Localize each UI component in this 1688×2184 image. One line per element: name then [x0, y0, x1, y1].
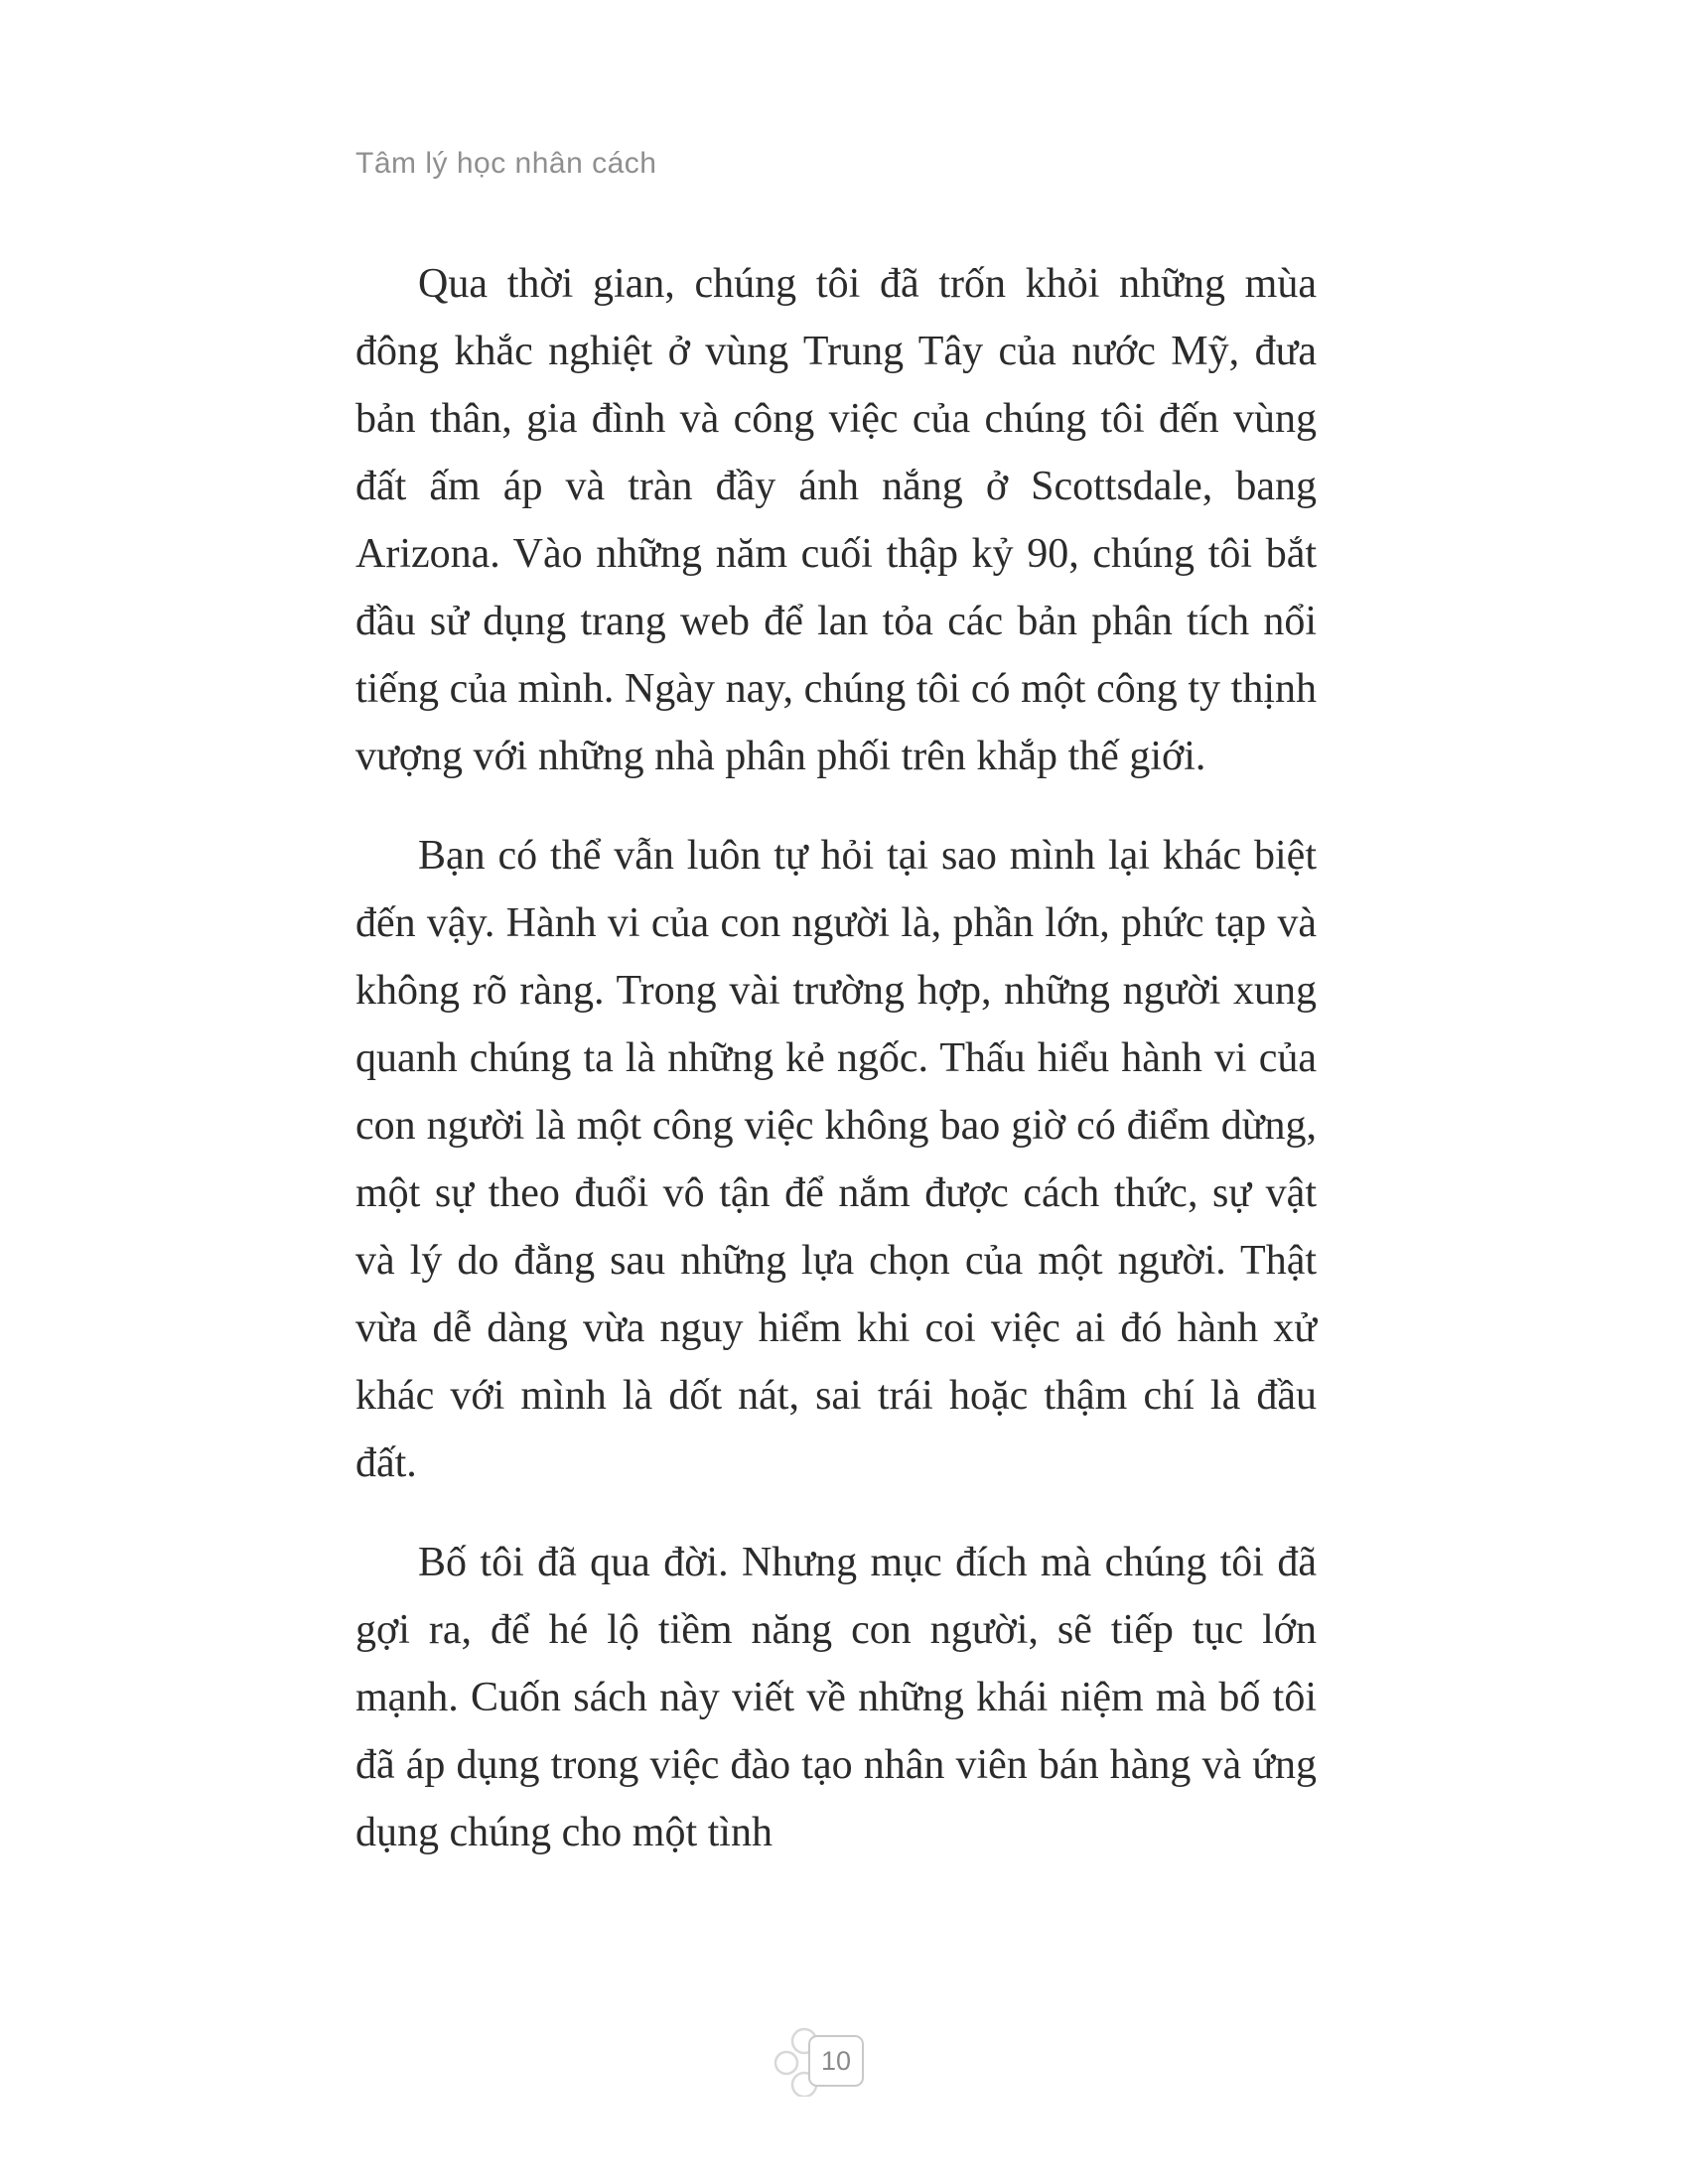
paragraph: Qua thời gian, chúng tôi đã trốn khỏi những mùa đông khắc nghiệt ở vùng Trung Tây của nước Mỹ, đưa bản thân, gia đình và công việc của chúng tôi đến vùng đất ấm áp và tràn đầy ánh nắng ở Scottsdale, bang Arizona. Vào những năm cuối thập kỷ 90, chúng tôi bắt đầu sử dụng trang web để lan tỏa các bản phân tích nổi tiếng của mình. Ngày nay, chúng tôi có một công ty thịnh vượng với những nhà phân phối trên khắp thế giới. [355, 261, 1317, 779]
page-footer [355, 2035, 1317, 2087]
paragraph: Bố tôi đã qua đời. Nhưng mục đích mà chúng tôi đã gợi ra, để hé lộ tiềm năng con người, sẽ tiếp tục lớn mạnh. Cuốn sách này viết về những khái niệm mà bố tôi đã áp dụng trong việc đào tạo nhân viên bán hàng và ứng dụng chúng cho một tình [355, 1540, 1317, 1855]
running-header: Tâm lý học nhân cách [355, 147, 657, 180]
page-number: 10 [808, 2035, 864, 2087]
paragraph: Bạn có thể vẫn luôn tự hỏi tại sao mình lại khác biệt đến vậy. Hành vi của con người là, phần lớn, phức tạp và không rõ ràng. Trong vài trường hợp, những người xung quanh chúng ta là những kẻ ngốc. Thấu hiểu hành vi của con người là một công việc không bao giờ có điểm dừng, một sự theo đuổi vô tận để nắm được cách thức, sự vật và lý do đằng sau những lựa chọn của một người. Thật vừa dễ dàng vừa nguy hiểm khi coi việc ai đó hành xử khác với mình là dốt nát, sai trái hoặc thậm chí là đầu đất. [355, 833, 1317, 1486]
text-block [355, 250, 1317, 1866]
page-number-badge [808, 2035, 864, 2087]
